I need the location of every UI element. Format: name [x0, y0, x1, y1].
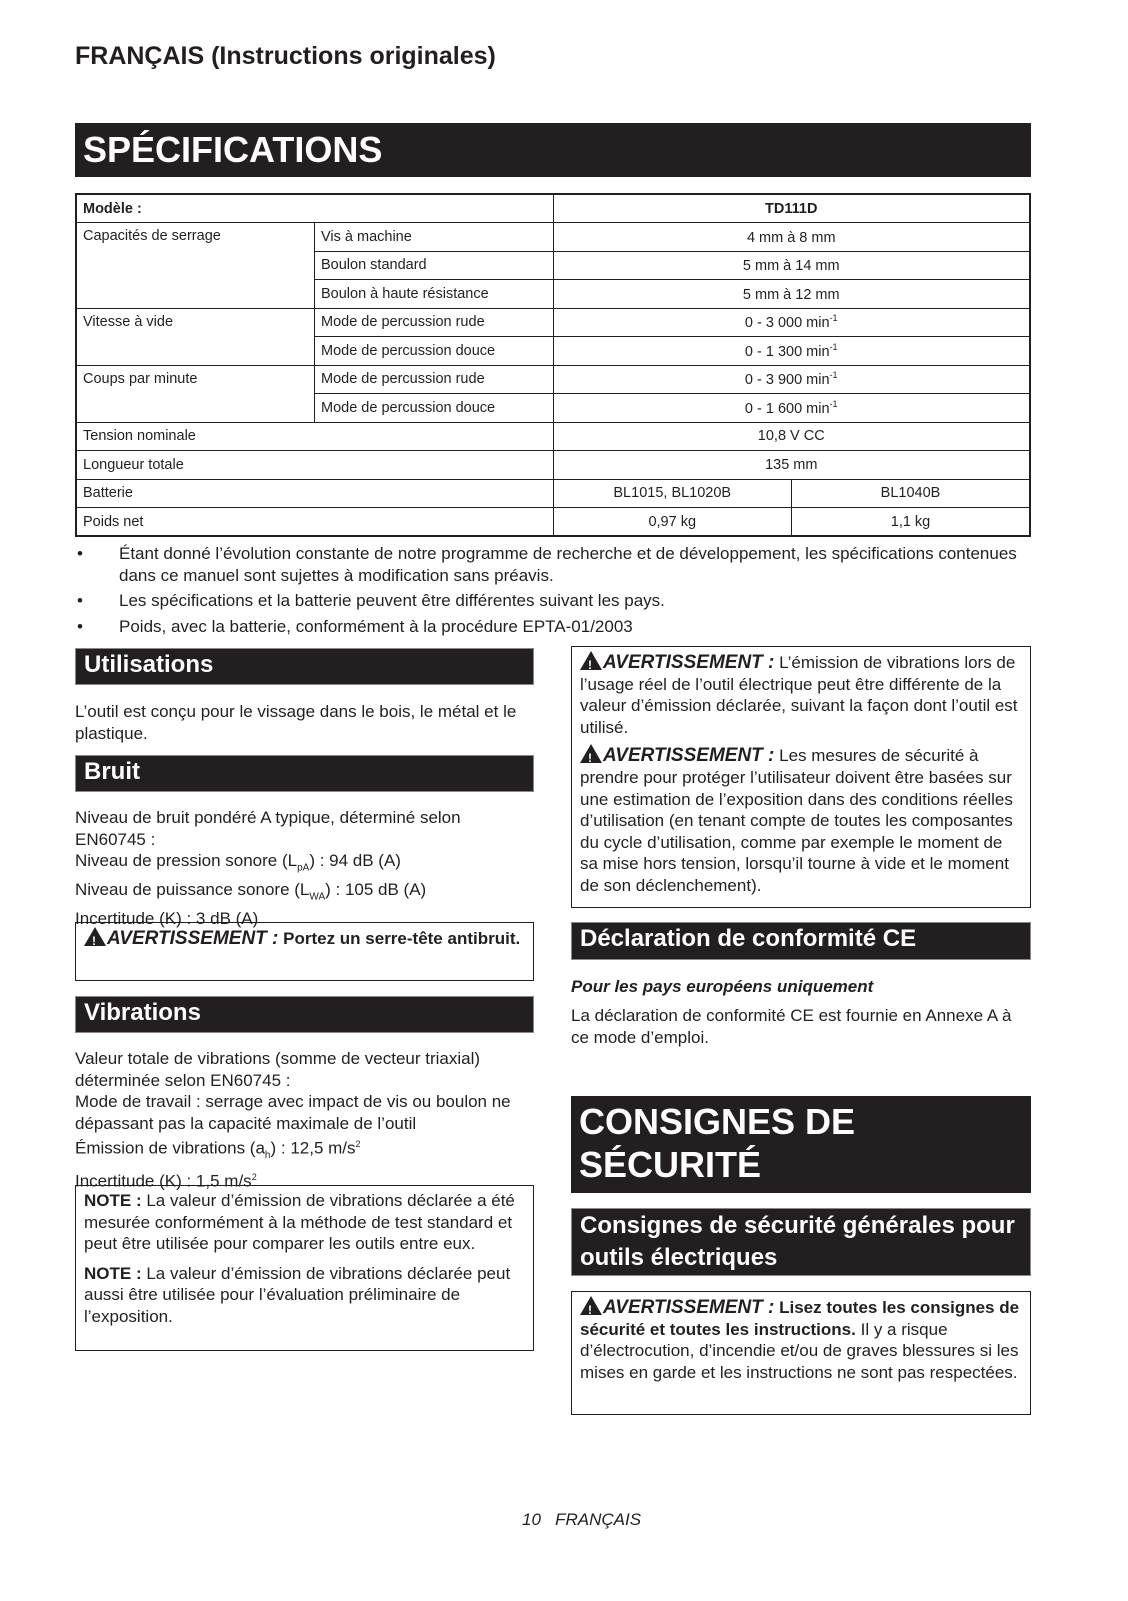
table-row: [76, 479, 1030, 508]
warning-text: Portez un serre-tête antibruit.: [283, 929, 521, 948]
consignes-warning-box: !AVERTISSEMENT : Lisez toutes les consignes de sécurité et toutes les instructions. Il y a risque d’électrocution, d’incendie et/ou de graves blessures si les mises en garde et les instructions ne sont pas respectées.: [571, 1291, 1031, 1415]
vibrations-line: Valeur totale de vibrations (somme de vecteur triaxial) déterminée selon EN60745 :: [75, 1049, 481, 1090]
spec-value: 0 - 1 600 $\min^{-1}$: [553, 394, 1030, 423]
tension-value: 10,8 V CC: [553, 422, 1030, 451]
bruit-line: Niveau de puissance sonore $(L_{WA})$ : 105 dB (A): [75, 880, 427, 903]
spec-value: 5 mm à 14 mm: [553, 251, 1030, 280]
table-row: [76, 422, 1030, 451]
vibrations-text: [75, 1048, 530, 1192]
bullet-marker: •: [77, 617, 83, 636]
vibration-warning-box: [571, 646, 1031, 908]
spec-note-3: Poids, avec la batterie, conformément à la procédure EPTA-01/2003: [119, 617, 633, 636]
warning-label: AVERTISSEMENT :: [107, 928, 279, 949]
bullet-marker: •: [77, 591, 83, 610]
warning-1: !AVERTISSEMENT : L’émission de vibrations lors de l’usage réel de l’outil électrique peut être différente de la valeur d’émission déclarée, suivant la façon dont l’outil est utilisé.: [580, 651, 1022, 738]
note-2: NOTE : La valeur d’émission de vibrations déclarée peut aussi être utilisée pour l’évaluation préliminaire de l’exposition.: [84, 1263, 511, 1326]
footer-language: FRANÇAIS: [555, 1510, 642, 1529]
consignes-general-title: Consignes de sécurité générales pour outils électriques: [571, 1208, 1031, 1276]
spec-value: 5 mm à 12 mm: [553, 280, 1030, 309]
spec-value: 0 - 3 900 $\min^{-1}$: [553, 365, 1030, 394]
model-value: TD111D: [553, 194, 1030, 223]
spec-note-1: Étant donné l’évolution constante de notre programme de recherche et de développement, les spécifications contenues dans ce manuel sont sujettes à modification sans préavis.: [119, 544, 1017, 585]
battery-value-2: BL1040B: [792, 479, 1031, 508]
spec-sub-label: Mode de percussion douce: [315, 394, 554, 423]
vibrations-note-box: [75, 1185, 534, 1351]
specifications-title: SPÉCIFICATIONS: [75, 123, 1031, 177]
page-number: 10: [522, 1510, 541, 1529]
spec-sub-label: Mode de percussion douce: [315, 337, 554, 366]
vibrations-title: Vibrations: [75, 996, 534, 1033]
spec-group-label: Capacités de serrage: [76, 223, 315, 309]
spec-note-2: Les spécifications et la batterie peuvent être différentes suivant les pays.: [119, 591, 665, 610]
weight-value-2: 1,1 kg: [792, 508, 1031, 537]
spec-sub-label: Mode de percussion rude: [315, 365, 554, 394]
language-header: FRANÇAIS (Instructions originales): [75, 42, 496, 70]
ce-subtitle: Pour les pays européens uniquement: [571, 977, 874, 996]
spec-sub-label: Vis à machine: [315, 223, 554, 252]
warning-2: !AVERTISSEMENT : Les mesures de sécurité à prendre pour protéger l’utilisateur doivent être basées sur une estimation de l’exposition dans des conditions réelles d’utilisation (en tenant compte de toutes les composantes du cycle d’utilisation, comme par exemple le moment de sa mise hors tension, lorsqu’il tourne à vide et le moment de son déclenchement).: [580, 744, 1022, 896]
spec-sub-label: Mode de percussion rude: [315, 308, 554, 337]
specifications-table: [75, 193, 1031, 537]
model-label: Modèle :: [76, 194, 553, 223]
warning-icon: [580, 1296, 602, 1315]
table-row: [76, 365, 1030, 394]
consignes-title: CONSIGNES DE SÉCURITÉ: [571, 1096, 1031, 1193]
ce-text: La déclaration de conformité CE est fournie en Annexe A à ce mode d’emploi.: [571, 1006, 1012, 1047]
bruit-title: Bruit: [75, 755, 534, 792]
spec-value: 0 - 3 000 $\min^{-1}$: [553, 308, 1030, 337]
length-value: 135 mm: [553, 451, 1030, 480]
table-row: [76, 223, 1030, 252]
length-label: Longueur totale: [76, 451, 553, 480]
note-1: NOTE : La valeur d’émission de vibrations déclarée a été mesurée conformément à la méthode de test standard et peut être utilisée pour comparer les outils entre eux.: [84, 1191, 515, 1254]
page-footer: [522, 1510, 641, 1530]
bruit-line: Incertitude (K) : 3 dB (A): [75, 909, 259, 929]
vibrations-line: Mode de travail : serrage avec impact de vis ou boulon ne dépassant pas la capacité maximale de l’outil: [75, 1092, 511, 1133]
spec-sub-label: Boulon standard: [315, 251, 554, 280]
bruit-line: Niveau de bruit pondéré A typique, déterminé selon EN60745 :: [75, 808, 461, 849]
vibrations-line: Émission de vibrations $(a_h)$ : 12,5 $m/s^2$: [75, 1139, 361, 1162]
table-row: [76, 308, 1030, 337]
weight-value-1: 0,97 kg: [553, 508, 791, 537]
vibrations-line: Incertitude (K) : 1,5 $m/s^2$: [75, 1171, 257, 1191]
warning-icon: [580, 744, 602, 763]
weight-label: Poids net: [76, 508, 553, 537]
table-row: [76, 508, 1030, 537]
utilisations-title: Utilisations: [75, 648, 534, 685]
warning-icon: [580, 651, 602, 670]
battery-label: Batterie: [76, 479, 553, 508]
table-row: [76, 451, 1030, 480]
battery-value-1: BL1015, BL1020B: [553, 479, 791, 508]
table-row: [76, 194, 1030, 223]
bullet-marker: •: [77, 544, 83, 563]
spec-group-label: Coups par minute: [76, 365, 315, 422]
warning-icon: [84, 927, 106, 946]
spec-sub-label: Boulon à haute résistance: [315, 280, 554, 309]
tension-label: Tension nominale: [76, 422, 553, 451]
bruit-warning-box: [75, 922, 534, 981]
spec-group-label: Vitesse à vide: [76, 308, 315, 365]
utilisations-text: L’outil est conçu pour le vissage dans le bois, le métal et le plastique.: [75, 702, 517, 743]
ce-title: Déclaration de conformité CE: [571, 922, 1031, 960]
bruit-line: Niveau de pression sonore $(L_{pA})$ : 94 dB (A): [75, 851, 401, 874]
spec-value: 0 - 1 300 $\min^{-1}$: [553, 337, 1030, 366]
spec-value: 4 mm à 8 mm: [553, 223, 1030, 252]
bruit-text: [75, 807, 530, 930]
